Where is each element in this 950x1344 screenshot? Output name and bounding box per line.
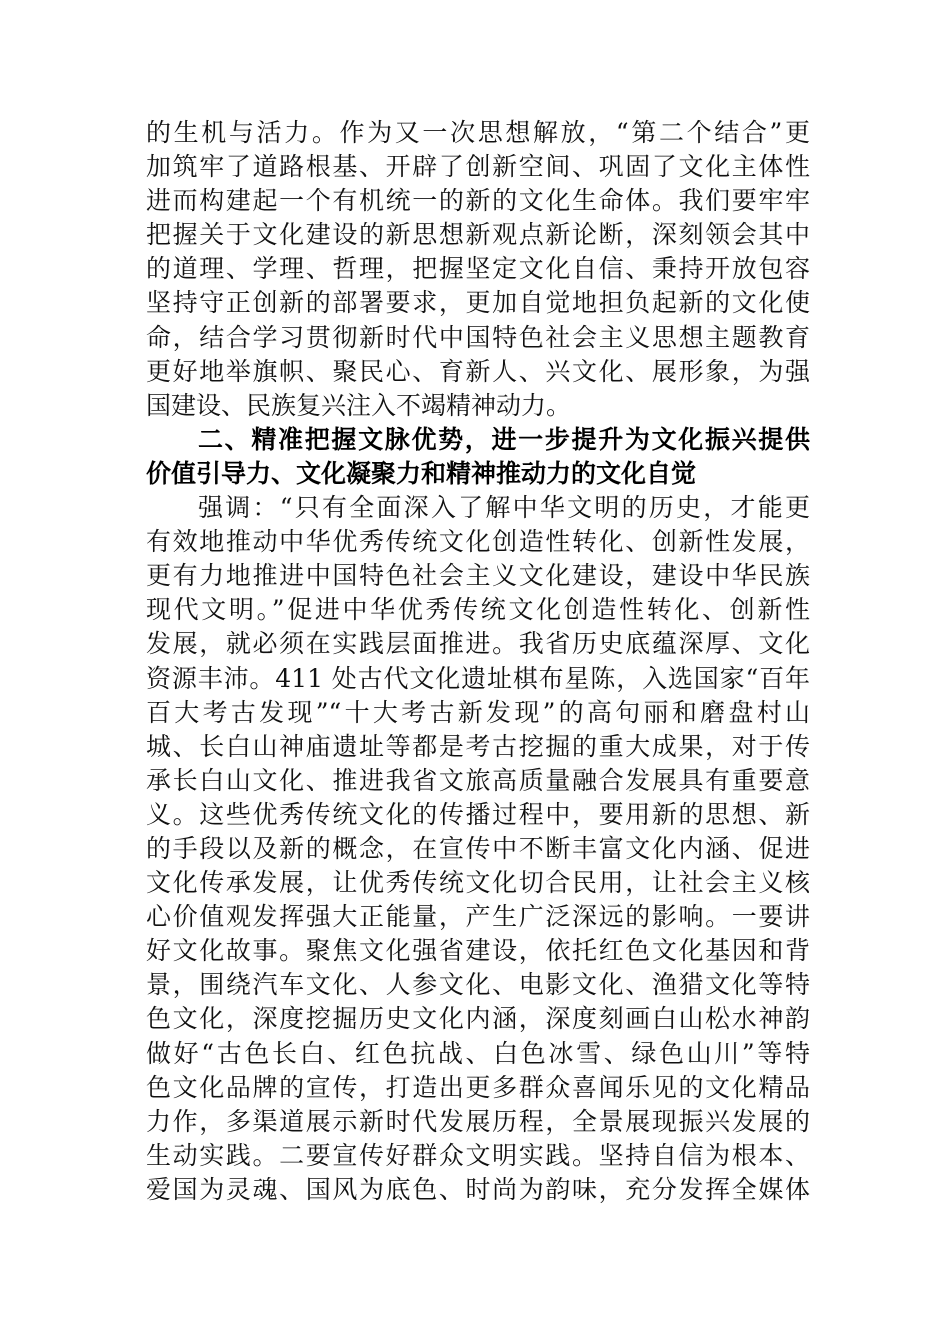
- paragraph-line: 国建设、民族复兴注入不竭精神动力。: [146, 390, 572, 420]
- heading-line: 二、精准把握文脉优势，进一步提升为文化振兴提供: [198, 424, 810, 454]
- paragraph-line: 做好“古色长白、红色抗战、白色冰雪、绿色山川”等特: [146, 1038, 810, 1068]
- paragraph-line: 力作，多渠道展示新时代发展历程，全景展现振兴发展的: [146, 1106, 810, 1136]
- paragraph-line: 生动实践。二要宣传好群众文明实践。坚持自信为根本、: [146, 1140, 810, 1170]
- paragraph-line: 心价值观发挥强大正能量，产生广泛深远的影响。一要讲: [146, 902, 810, 932]
- paragraph-line: 命，结合学习贯彻新时代中国特色社会主义思想主题教育: [146, 322, 810, 352]
- paragraph-line: 色文化，深度挖掘历史文化内涵，深度刻画白山松水神韵: [146, 1004, 810, 1034]
- paragraph-line: 有效地推动中华优秀传统文化创造性转化、创新性发展，: [146, 527, 810, 557]
- section-heading: [146, 423, 810, 491]
- paragraph-line: 更有力地推进中国特色社会主义文化建设，建设中华民族: [146, 561, 810, 591]
- paragraph-line: 把握关于文化建设的新思想新观点新论断，深刻领会其中: [146, 220, 810, 250]
- paragraph-line: 景，围绕汽车文化、人参文化、电影文化、渔猎文化等特: [146, 970, 810, 1000]
- paragraph-line: 坚持守正创新的部署要求，更加自觉地担负起新的文化使: [146, 288, 810, 318]
- paragraph-line: 更好地举旗帜、聚民心、育新人、兴文化、展形象，为强: [146, 356, 810, 386]
- paragraph-line: 义。这些优秀传统文化的传播过程中，要用新的思想、新: [146, 799, 810, 829]
- paragraph-line: 进而构建起一个有机统一的新的文化生命体。我们要牢牢: [146, 186, 810, 216]
- paragraph-1: [146, 116, 810, 423]
- document-body: [146, 116, 810, 1207]
- paragraph-line: 文化传承发展，让优秀传统文化切合民用，让社会主义核: [146, 868, 810, 898]
- paragraph-line: 的道理、学理、哲理，把握坚定文化自信、秉持开放包容: [146, 254, 810, 284]
- heading-line: 价值引导力、文化凝聚力和精神推动力的文化自觉: [146, 458, 697, 488]
- paragraph-line: 强调：“只有全面深入了解中华文明的历史，才能更: [198, 493, 810, 523]
- paragraph-line: 色文化品牌的宣传，打造出更多群众喜闻乐见的文化精品: [146, 1072, 810, 1102]
- paragraph-line: 承长白山文化、推进我省文旅高质量融合发展具有重要意: [146, 765, 810, 795]
- paragraph-2: [146, 491, 810, 1207]
- paragraph-line: 好文化故事。聚焦文化强省建设，依托红色文化基因和背: [146, 936, 810, 966]
- paragraph-line: 的手段以及新的概念，在宣传中不断丰富文化内涵、促进: [146, 833, 810, 863]
- paragraph-line: 加筑牢了道路根基、开辟了创新空间、巩固了文化主体性: [146, 152, 810, 182]
- paragraph-line: 百大考古发现”“十大考古新发现”的高句丽和磨盘村山: [146, 697, 810, 727]
- paragraph-line: 发展，就必须在实践层面推进。我省历史底蕴深厚、文化: [146, 629, 810, 659]
- paragraph-line: 爱国为灵魂、国风为底色、时尚为韵味，充分发挥全媒体: [146, 1174, 810, 1204]
- paragraph-line: 资源丰沛。411 处古代文化遗址棋布星陈，入选国家“百年: [146, 663, 810, 693]
- paragraph-line: 的生机与活力。作为又一次思想解放，“第二个结合”更: [146, 118, 810, 147]
- paragraph-line: 现代文明。”促进中华优秀传统文化创造性转化、创新性: [146, 595, 810, 625]
- paragraph-line: 城、长白山神庙遗址等都是考古挖掘的重大成果，对于传: [146, 731, 810, 761]
